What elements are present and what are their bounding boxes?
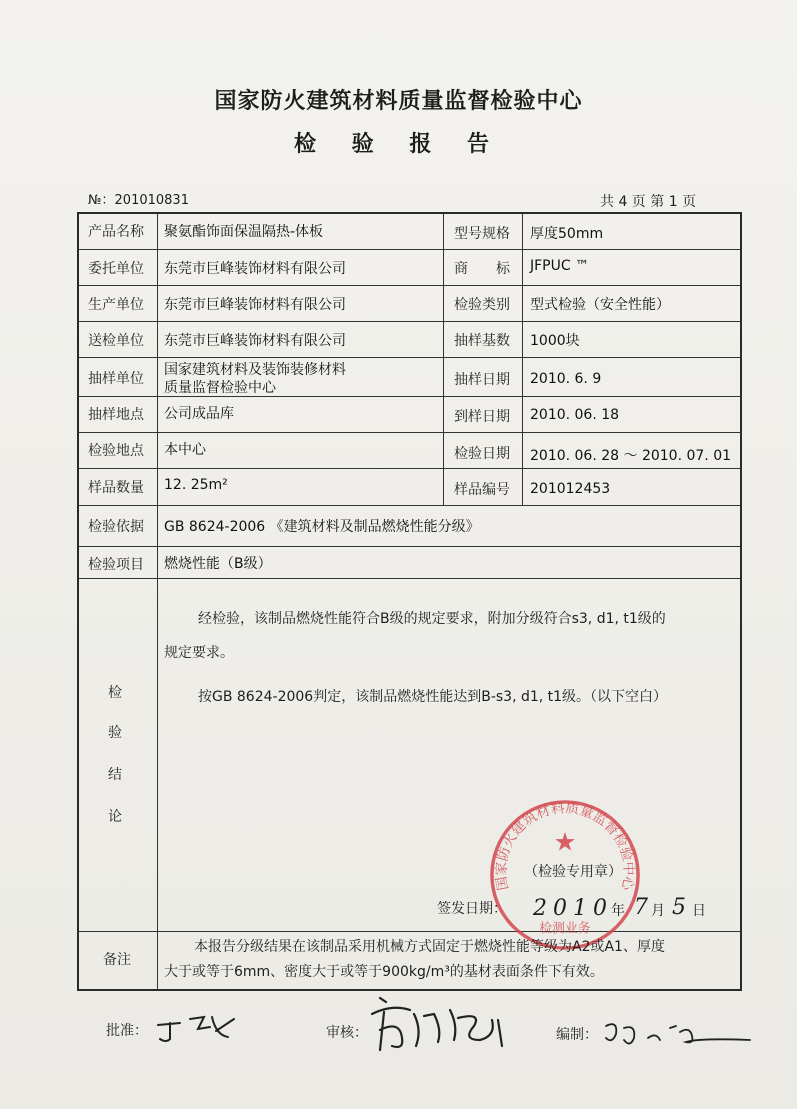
approve-label: 批准： [106, 1023, 148, 1039]
label-product-name: 产品名称 [88, 224, 144, 240]
seal-label: （检验专用章） [524, 864, 622, 880]
seal-sub-text: 检测业务 [539, 921, 591, 937]
test-date-value: 2010. 06. 28 ～ 2010. 07. 01 [530, 448, 732, 464]
label-arrival-date: 到样日期 [454, 409, 510, 425]
label-sample-base: 抽样基数 [454, 333, 510, 349]
product-name-value: 聚氨酯饰面保温隔热-体板 [164, 224, 324, 240]
label-model: 型号规格 [454, 226, 510, 242]
inspection-type-value: 型式检验（安全性能） [530, 297, 670, 313]
page-info: 共 4 页 第 1 页 [600, 194, 697, 210]
compile-signature [600, 1010, 770, 1055]
remarks-label: 备注 [103, 952, 131, 968]
label-sampling-place: 抽样地点 [88, 407, 144, 423]
label-sampling-date: 抽样日期 [454, 372, 510, 388]
label-manufacturer: 生产单位 [88, 297, 144, 313]
label-sample-no: 样品编号 [454, 482, 510, 498]
sampling-unit-line2: 质量监督检验中心 [164, 380, 276, 396]
center-name: 国家防火建筑材料质量监督检验中心 [214, 89, 583, 114]
sampling-place-value: 公司成品库 [164, 406, 234, 422]
conclusion-para1-line1: 经检验，该制品燃烧性能符合B级的规定要求，附加分级符合s3, d1, t1级的 [198, 611, 666, 627]
issue-date-label: 签发日期： [437, 901, 507, 917]
label-item: 检验项目 [88, 557, 144, 573]
conclusion-para2: 按GB 8624-2006判定，该制品燃烧性能达到B-s3, d1, t1级。（以下空白） [198, 689, 668, 705]
conclusion-label-1: 检 [108, 685, 122, 701]
test-place-value: 本中心 [164, 442, 206, 458]
issue-day: 5 [672, 895, 686, 920]
label-submitter: 送检单位 [88, 333, 144, 349]
label-test-date: 检验日期 [454, 446, 510, 462]
client-value: 东莞市巨峰装饰材料有限公司 [164, 261, 346, 277]
issue-year-unit: 年 [611, 903, 625, 919]
official-seal [486, 796, 644, 954]
sampling-date-value: 2010. 6. 9 [530, 371, 602, 387]
issue-year: 2010 [533, 896, 613, 921]
sample-no-value: 201012453 [530, 481, 611, 497]
report-number: №：201010831 [88, 193, 189, 208]
trademark-value: JFPUC ™ [530, 258, 590, 274]
label-inspection-type: 检验类别 [454, 297, 510, 313]
issue-month: 7 [634, 895, 648, 920]
remarks-line1: 本报告分级结果在该制品采用机械方式固定于燃烧性能等级为A2或A1、厚度 [194, 939, 665, 955]
report-title: 检 验 报 告 [294, 132, 503, 157]
sample-qty-value: 12. 25m² [164, 477, 228, 493]
remarks-line2: 大于或等于6mm、密度大于或等于900kg/m³的基材表面条件下有效。 [164, 964, 604, 980]
manufacturer-value: 东莞市巨峰装饰材料有限公司 [164, 297, 346, 313]
issue-day-unit: 日 [692, 903, 706, 919]
sample-base-value: 1000块 [530, 333, 580, 349]
arrival-date-value: 2010. 06. 18 [530, 407, 620, 423]
model-value: 厚度50mm [530, 226, 604, 242]
conclusion-para1-line2: 规定要求。 [164, 645, 234, 661]
issue-month-unit: 月 [651, 903, 665, 919]
label-basis: 检验依据 [88, 519, 144, 535]
conclusion-label-2: 验 [108, 725, 122, 741]
basis-value: GB 8624-2006 《建筑材料及制品燃烧性能分级》 [164, 519, 480, 535]
compile-label: 编制： [556, 1027, 598, 1043]
submitter-value: 东莞市巨峰装饰材料有限公司 [164, 333, 346, 349]
label-test-place: 检验地点 [88, 443, 144, 459]
approve-signature [150, 1005, 270, 1045]
item-value: 燃烧性能（B级） [164, 556, 272, 572]
review-signature [362, 990, 532, 1070]
label-trademark: 商 标 [454, 261, 510, 277]
conclusion-label-3: 结 [108, 767, 122, 783]
seal-arc-text: 国家防火建筑材料质量监督检验中心 [493, 800, 637, 892]
label-client: 委托单位 [88, 261, 144, 277]
review-label: 审核： [326, 1025, 368, 1041]
label-sample-qty: 样品数量 [88, 480, 144, 496]
seal-star-icon: ★ [553, 827, 577, 858]
sampling-unit-line1: 国家建筑材料及装饰装修材料 [164, 362, 346, 378]
conclusion-label-4: 论 [108, 809, 122, 825]
label-sampling-unit: 抽样单位 [88, 371, 144, 387]
